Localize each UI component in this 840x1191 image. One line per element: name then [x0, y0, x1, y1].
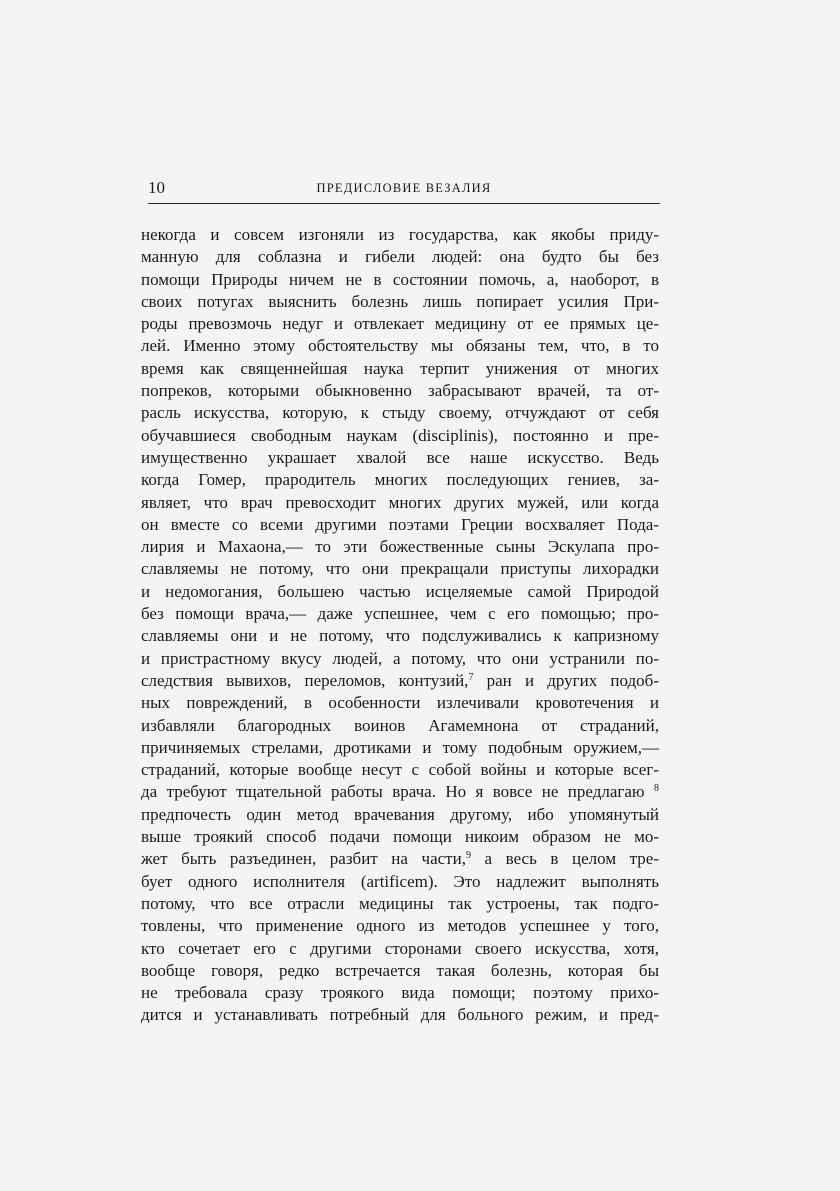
text-line: попреков, которыми обыкновенно забрасывают врачей, та от-	[141, 381, 659, 401]
text-line: обучавшиеся свободным наукам (disciplinis), постоянно и пре-	[141, 425, 659, 445]
page-number: 10	[148, 178, 165, 197]
text-line-with-footnote-9	[141, 848, 659, 870]
text-line: потому, что все отрасли медицины так устроены, так подго-	[141, 893, 659, 913]
text-line-with-footnote-7	[141, 670, 659, 692]
text-line-part: а весь в целом тре-	[470, 849, 659, 869]
text-line: причиняемых стрелами, дротиками и тому подобным оружием,—	[141, 737, 659, 757]
text-line-part: следствия вывихов, переломов, контузий,	[141, 670, 469, 690]
text-line: славляемы они и не потому, что подслуживались к капризному	[141, 626, 659, 646]
text-line: бует одного исполнителя (artificem). Это надлежит выполнять	[141, 871, 659, 891]
text-line: славляемы не потому, что они прекращали приступы лихорадки	[141, 559, 659, 579]
text-line: имущественно украшает хвалой все наше искусство. Ведь	[141, 447, 659, 467]
text-line: являет, что врач превосходит многих других мужей, или когда	[141, 492, 659, 512]
text-line: дится и устанавливать потребный для больного режим, и пред-	[141, 1005, 659, 1025]
text-line: лей. Именно этому обстоятельству мы обязаны тем, что, в то	[141, 336, 659, 356]
text-line: манную для соблазна и гибели людей: она будто бы без	[141, 247, 659, 267]
text-line: некогда и совсем изгоняли из государства, как якобы приду-	[141, 225, 659, 244]
body-text	[141, 224, 659, 1027]
text-line-part: да требуют тщательной работы врача. Но я вовсе не предлагаю	[141, 782, 645, 802]
text-line: вообще говоря, редко встречается такая болезнь, которая бы	[141, 960, 659, 980]
text-line: время как священнейшая наука терпит унижения от многих	[141, 358, 659, 378]
text-line: расль искусства, которую, к стыду своему, отчуждают от себя	[141, 403, 659, 423]
text-line-part: ран и других подоб-	[473, 670, 659, 690]
text-line: он вместе со всеми другими поэтами Греции восхваляет Пода-	[141, 514, 659, 534]
text-line: помощи Природы ничем не в состоянии помочь, а, наоборот, в	[141, 269, 659, 289]
running-head	[148, 178, 660, 200]
text-line-part: жет быть разъединен, разбит на части,	[141, 849, 466, 869]
text-line: страданий, которые вообще несут с собой войны и которые всег-	[141, 760, 659, 780]
text-line: и недомогания, большею частью исцеляемые самой Природой	[141, 581, 659, 601]
text-line: не требовала сразу троякого вида помощи; поэтому прихо-	[141, 983, 659, 1003]
text-line: своих потугах выяснить болезнь лишь попирает усилия При-	[141, 291, 659, 311]
text-line-with-footnote-8	[141, 781, 659, 803]
text-line: предпочесть один метод врачевания другому, ибо упомянутый	[141, 804, 659, 824]
running-title: ПРЕДИСЛОВИЕ ВЕЗАЛИЯ	[316, 181, 492, 195]
text-line: когда Гомер, прародитель многих последующих гениев, за-	[141, 470, 659, 490]
text-line: кто сочетает его с другими сторонами своего искусства, хотя,	[141, 938, 659, 958]
footnote-marker-7: 7	[468, 671, 474, 683]
text-line: без помощи врача,— даже успешнее, чем с его помощью; про-	[141, 604, 659, 624]
text-line: и пристрастному вкусу людей, а потому, что они устранили по-	[141, 648, 659, 668]
text-line: лирия и Махаона,— то эти божественные сыны Эскулапа про-	[141, 537, 659, 557]
text-line: ных повреждений, в особенности излечивали кровотечения и	[141, 693, 659, 713]
header-rule	[148, 203, 660, 204]
text-line: избавляли благородных воинов Агамемнона от страданий,	[141, 715, 659, 735]
text-line: роды превозмочь недуг и отвлекает медицину от ее прямых це-	[141, 314, 659, 334]
text-line: товлены, что применение одного из методов успешнее у того,	[141, 916, 659, 936]
text-line: выше троякий способ подачи помощи никоим образом не мо-	[141, 827, 659, 847]
footnote-marker-9: 9	[465, 850, 471, 862]
footnote-marker-8: 8	[654, 783, 660, 795]
